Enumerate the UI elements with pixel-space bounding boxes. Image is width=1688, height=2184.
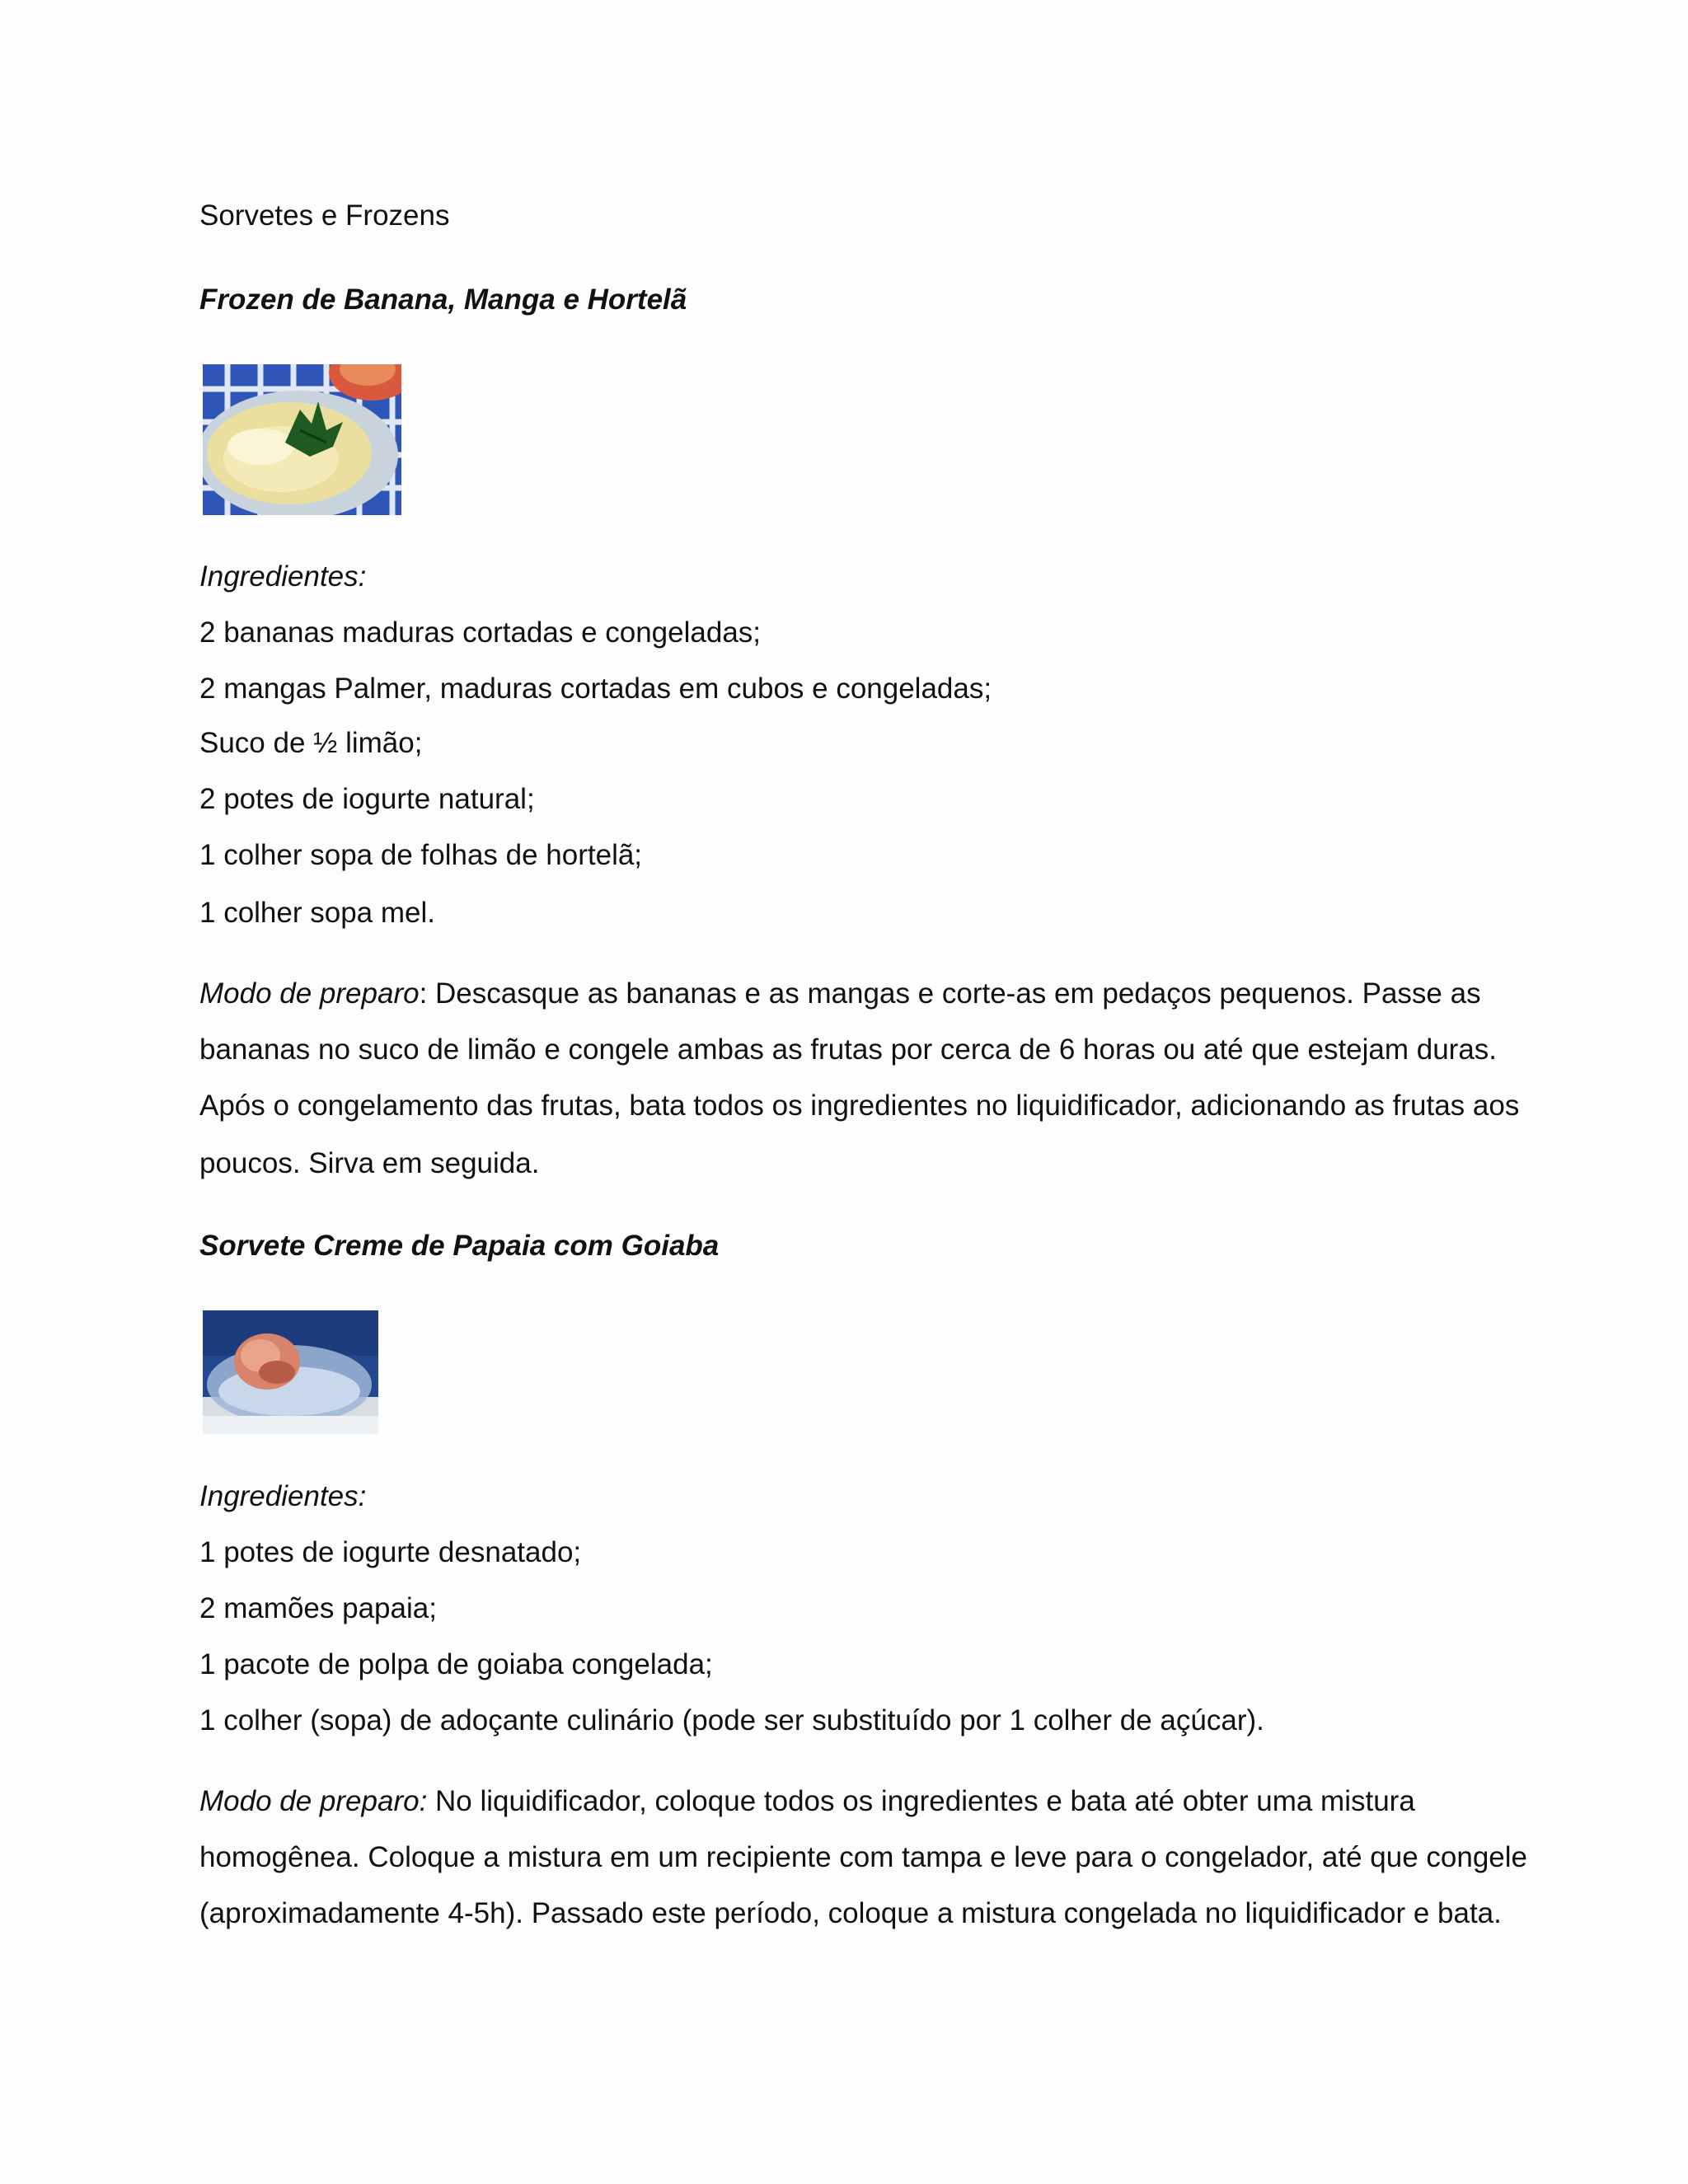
recipe-2-ingredient: 1 pacote de polpa de goiaba congelada; xyxy=(199,1648,713,1680)
recipe-2-ingredient: 1 colher (sopa) de adoçante culinário (pode ser substituído por 1 colher de açúcar). xyxy=(199,1704,1264,1736)
recipe-1-method-line: Após o congelamento das frutas, bata todos os ingredientes no liquidificador, adicionando as frutas aos xyxy=(199,1090,1520,1122)
recipe-2-ingredient: 2 mamões papaia; xyxy=(199,1592,437,1624)
recipe-1-ingredient: 2 potes de iogurte natural; xyxy=(199,783,535,815)
recipe-2-method-line xyxy=(199,1783,1415,1820)
recipe-2-ingredients-label: Ingredientes: xyxy=(199,1480,367,1512)
recipe-2-ingredient: 1 potes de iogurte desnatado; xyxy=(199,1536,582,1568)
recipe-2-method-text: No liquidificador, coloque todos os ingredientes e bata até obter uma mistura xyxy=(427,1785,1415,1817)
banana-mango-frozen-photo xyxy=(203,364,401,515)
recipe-2-title: Sorvete Creme de Papaia com Goiaba xyxy=(199,1230,720,1262)
recipe-1-ingredient: 1 colher sopa mel. xyxy=(199,897,435,929)
recipe-1-method-line: poucos. Sirva em seguida. xyxy=(199,1147,540,1179)
recipe-1-method-text: : Descasque as bananas e as mangas e corte-as em pedaços pequenos. Passe as xyxy=(419,977,1481,1010)
recipe-1-ingredient: Suco de ½ limão; xyxy=(199,727,423,759)
recipe-1-ingredient: 1 colher sopa de folhas de hortelã; xyxy=(199,839,643,871)
recipe-1-ingredient: 2 mangas Palmer, maduras cortadas em cubos e congeladas; xyxy=(199,673,992,705)
recipe-1-ingredients-label: Ingredientes: xyxy=(199,560,367,593)
section-title: Sorvetes e Frozens xyxy=(199,199,450,232)
recipe-2-method-line: homogênea. Coloque a mistura em um recipiente com tampa e leve para o congelador, até que congele xyxy=(199,1841,1527,1873)
recipe-1-ingredient: 2 bananas maduras cortadas e congeladas; xyxy=(199,616,762,649)
recipe-1-method-line xyxy=(199,976,1481,1012)
papaya-guava-sorbet-photo xyxy=(203,1310,378,1434)
recipe-2-method-label: Modo de preparo: xyxy=(199,1785,428,1817)
recipe-1-method-line: bananas no suco de limão e congele ambas as frutas por cerca de 6 horas ou até que estejam duras. xyxy=(199,1033,1498,1066)
recipe-2-method-line: (aproximadamente 4-5h). Passado este período, coloque a mistura congelada no liquidificador e bata. xyxy=(199,1897,1502,1929)
recipe-1-method-label: Modo de preparo xyxy=(199,977,420,1010)
recipe-1-title: Frozen de Banana, Manga e Hortelã xyxy=(199,284,687,316)
